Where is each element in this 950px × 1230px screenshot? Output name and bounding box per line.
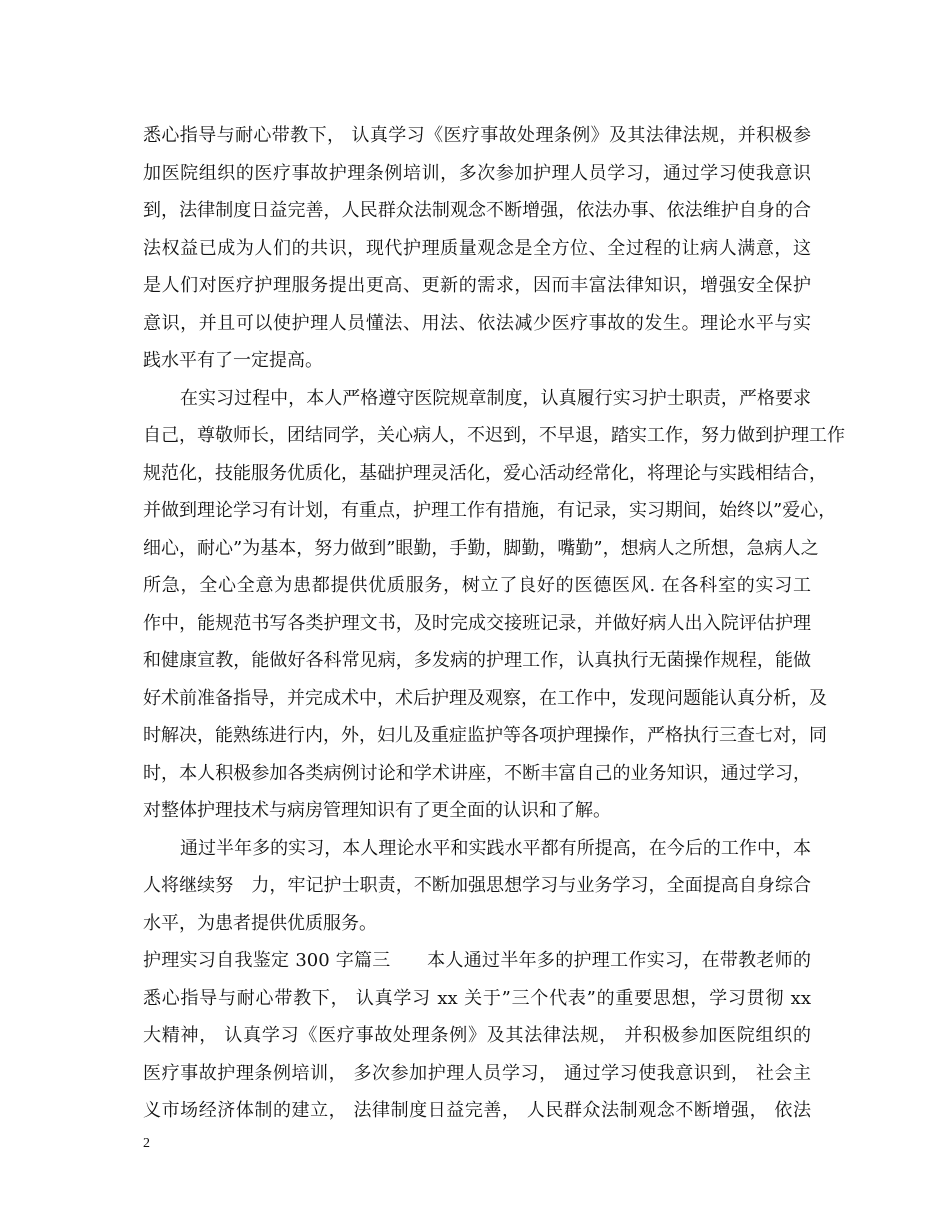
section-heading-line: 护理实习自我鉴定 300 字篇三 本人通过半年多的护理工作实习，在带教老师的 <box>143 950 811 971</box>
text-line: 法权益已成为人们的共识，现代护理质量观念是全方位、全过程的让病人满意，这 <box>143 237 811 259</box>
text-line: 医疗事故护理条例培训， 多次参加护理人员学习， 通过学习使我意识到， 社会主 <box>143 1062 811 1084</box>
text-line: 义市场经济体制的建立， 法律制度日益完善， 人民群众法制观念不断增强， 依法 <box>143 1100 811 1121</box>
text-line: 践水平有了一定提高。 <box>143 350 323 371</box>
paragraph-first-line: 在实习过程中，本人严格遵守医院规章制度，认真履行实习护士职责，严格要求 <box>180 387 811 409</box>
text-line: 是人们对医疗护理服务提出更高、更新的需求，因而丰富法律知识，增强安全保护 <box>143 275 811 296</box>
text-line: 加医院组织的医疗事故护理条例培训，多次参加护理人员学习，通过学习使我意识 <box>143 162 811 184</box>
document-body <box>143 117 845 1130</box>
paragraph-first-line: 通过半年多的实习，本人理论水平和实践水平都有所提高，在今后的工作中，本 <box>180 837 811 859</box>
text-line: 时，本人积极参加各类病例讨论和学术讲座，不断丰富自己的业务知识，通过学习， <box>143 762 811 784</box>
text-line: 悉心指导与耐心带教下， 认真学习 xx 关于”三个代表”的重要思想，学习贯彻 xx <box>143 987 811 1009</box>
text-line: 作中，能规范书写各类护理文书，及时完成交接班记录，并做好病人出入院评估护理 <box>143 612 811 634</box>
text-line: 大精神， 认真学习《医疗事故处理条例》及其法律法规， 并积极参加医院组织的 <box>143 1025 811 1046</box>
text-line: 细心，耐心”为基本，努力做到”眼勤，手勤，脚勤，嘴勤”，想病人之所想，急病人之 <box>143 537 819 559</box>
text-line: 到，法律制度日益完善，人民群众法制观念不断增强，依法办事、依法维护自身的合 <box>143 200 811 221</box>
text-line: 人将继续努 力，牢记护士职责，不断加强思想学习与业务学习，全面提高自身综合 <box>143 875 811 896</box>
text-line: 规范化，技能服务优质化，基础护理灵活化，爱心活动经常化，将理论与实践相结合， <box>143 462 827 484</box>
text-line: 所急，全心全意为患都提供优质服务，树立了良好的医德医风. 在各科室的实习工 <box>143 575 811 596</box>
text-line: 自己，尊敬师长，团结同学，关心病人，不迟到，不早退，踏实工作，努力做到护理工作 <box>143 425 845 446</box>
text-line: 意识，并且可以使护理人员懂法、用法、依法减少医疗事故的发生。理论水平与实 <box>143 312 811 334</box>
text-line: 水平，为患者提供优质服务。 <box>143 912 377 934</box>
text-line: 并做到理论学习有计划，有重点，护理工作有措施，有记录，实习期间，始终以”爱心， <box>143 500 837 521</box>
text-line: 和健康宣教，能做好各科常见病，多发病的护理工作，认真执行无菌操作规程，能做 <box>143 650 811 671</box>
text-line: 对整体护理技术与病房管理知识有了更全面的认识和了解。 <box>143 800 611 821</box>
page-number: 2 <box>143 1136 150 1151</box>
text-line: 时解决，能熟练进行内，外，妇儿及重症监护等各项护理操作，严格执行三查七对，同 <box>143 725 827 746</box>
text-line: 悉心指导与耐心带教下， 认真学习《医疗事故处理条例》及其法律法规，并积极参 <box>143 125 811 146</box>
text-line: 好术前准备指导，并完成术中，术后护理及观察，在工作中，发现问题能认真分析，及 <box>143 687 827 709</box>
